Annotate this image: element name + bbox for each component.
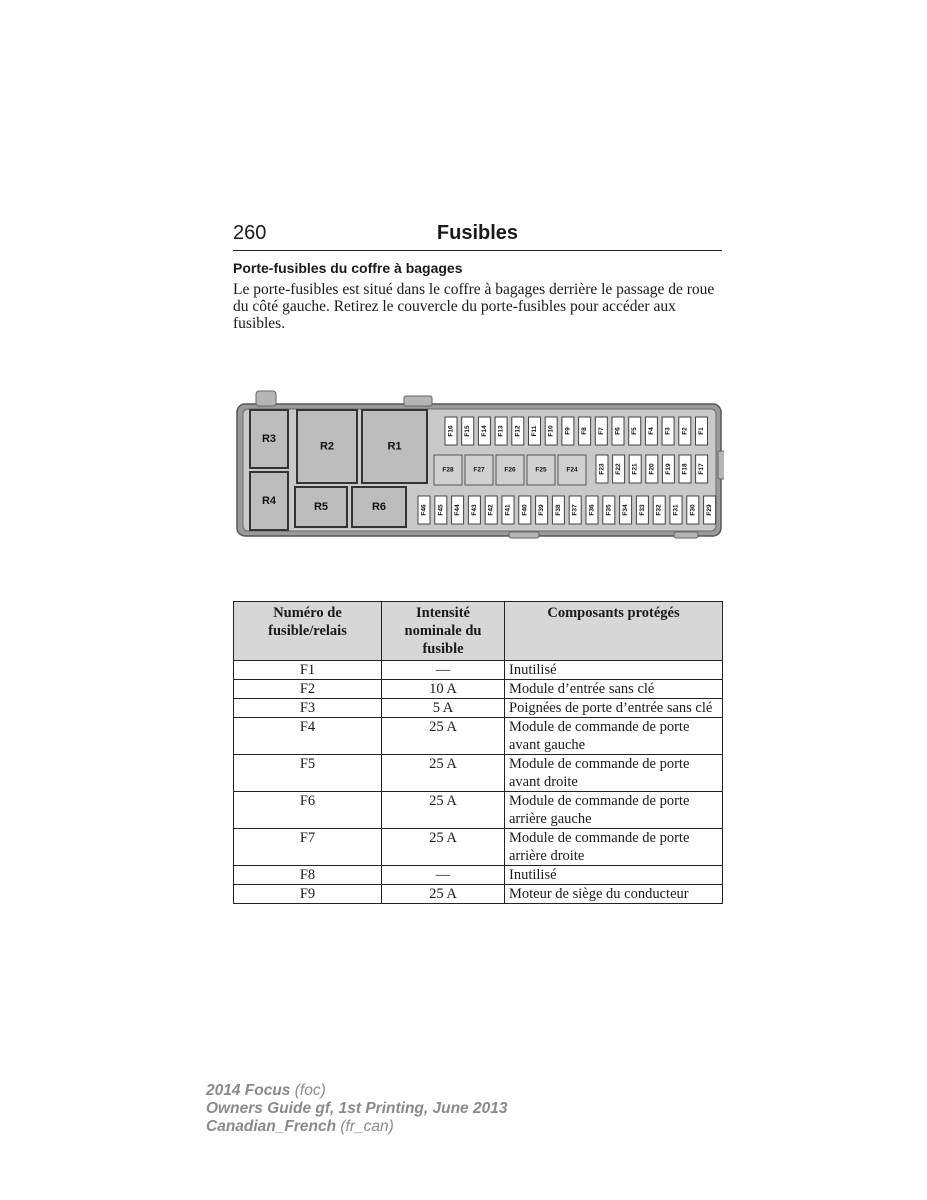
table-row <box>234 680 723 699</box>
footer-model-code: (foc) <box>290 1082 326 1099</box>
fuse-label: F13 <box>497 425 505 437</box>
fuse-label: F22 <box>615 463 623 475</box>
fuse-label: R5 <box>313 501 329 513</box>
fuse-label: F15 <box>464 425 472 437</box>
fuse-label: F43 <box>470 504 478 516</box>
table-row <box>234 829 723 866</box>
fuse-label: F12 <box>514 425 522 437</box>
desc-cell: Module de commande de porte arrière gauche <box>505 792 723 829</box>
fuse-cell: F1 <box>234 661 382 680</box>
fuse-table <box>233 601 723 904</box>
amp-cell: 25 A <box>382 792 505 829</box>
fuse-label: R2 <box>319 440 335 453</box>
table-row <box>234 699 723 718</box>
amp-cell: 25 A <box>382 718 505 755</box>
fuse-label: F40 <box>521 504 529 516</box>
housing-clip <box>674 532 698 538</box>
fuse-box-svg <box>234 386 724 546</box>
fuse-label: F21 <box>631 463 639 475</box>
table-row <box>234 792 723 829</box>
fuse-label: F16 <box>447 425 455 437</box>
fuse-label: F17 <box>698 463 706 475</box>
footer <box>206 1082 507 1136</box>
table-row <box>234 885 723 904</box>
footer-line-1 <box>206 1082 507 1100</box>
footer-line-2 <box>206 1100 507 1118</box>
fuse-cell: F8 <box>234 866 382 885</box>
footer-language: Canadian_French <box>206 1118 337 1135</box>
fuse-label: F36 <box>588 504 596 516</box>
table-header-row <box>234 602 723 661</box>
table-row <box>234 866 723 885</box>
fuse-label: F9 <box>564 427 572 435</box>
intro-paragraph: Le porte-fusibles est situé dans le coffre à bagages derrière le passage de roue du côté gauche. Retirez le couvercle du porte-fusibles pour accéder aux fusibles. <box>233 281 715 332</box>
fuse-label: R3 <box>261 433 277 445</box>
fuse-label: F4 <box>647 427 655 435</box>
fuse-label: R6 <box>371 501 387 513</box>
fuse-label: F35 <box>605 504 613 516</box>
page-header <box>233 222 722 251</box>
fuse-cell: F4 <box>234 718 382 755</box>
amp-cell: 25 A <box>382 755 505 792</box>
page-number: 260 <box>233 222 267 244</box>
fuse-label: F10 <box>547 425 555 437</box>
fuse-label: F39 <box>538 504 546 516</box>
table-row <box>234 718 723 755</box>
amp-cell: — <box>382 866 505 885</box>
fuse-label: F46 <box>420 504 428 516</box>
fuse-cell: F9 <box>234 885 382 904</box>
footer-line-3 <box>206 1118 507 1136</box>
table-row <box>234 755 723 792</box>
fuse-cell: F3 <box>234 699 382 718</box>
fuse-label: F6 <box>614 427 622 435</box>
fuse-label: F18 <box>681 463 689 475</box>
fuse-label: F24 <box>566 466 578 474</box>
fuse-label: F29 <box>706 504 714 516</box>
fuse-label: F31 <box>672 504 680 516</box>
amp-cell: 25 A <box>382 829 505 866</box>
header-rating: Intensité nominale du fusible <box>382 602 505 661</box>
table-row <box>234 661 723 680</box>
fuse-label: F8 <box>581 427 589 435</box>
fuse-label: F27 <box>473 466 485 474</box>
fuse-label: F45 <box>437 504 445 516</box>
fuse-cell: F2 <box>234 680 382 699</box>
amp-cell: 25 A <box>382 885 505 904</box>
fuse-label: R1 <box>387 440 402 453</box>
fuse-label: F23 <box>598 463 606 475</box>
fuse-label: F19 <box>664 463 672 475</box>
fuse-label: F7 <box>597 427 605 435</box>
fuse-label: F3 <box>664 427 672 435</box>
fuse-label: F1 <box>698 427 705 435</box>
footer-printing: Owners Guide gf, 1st Printing, June 2013 <box>206 1100 508 1117</box>
fuse-box-diagram <box>234 386 724 546</box>
housing-tab <box>256 391 276 406</box>
fuse-label: F38 <box>554 504 562 516</box>
section-heading: Porte-fusibles du coffre à bagages <box>233 260 463 276</box>
desc-cell: Module de commande de porte avant droite <box>505 755 723 792</box>
header-fuse-number: Numéro de fusible/relais <box>234 602 382 661</box>
fuse-label: F26 <box>504 466 516 474</box>
footer-language-code: (fr_can) <box>336 1118 394 1135</box>
fuse-label: F37 <box>571 504 579 516</box>
page-title: Fusibles <box>436 222 519 244</box>
fuse-label: F28 <box>442 466 454 474</box>
amp-cell: — <box>382 661 505 680</box>
desc-cell: Module de commande de porte arrière droite <box>505 829 723 866</box>
fuse-label: F20 <box>648 463 656 475</box>
fuse-label: F2 <box>681 427 689 435</box>
header-components: Composants protégés <box>505 602 723 661</box>
fuse-label: F30 <box>689 504 697 516</box>
fuse-label: F11 <box>531 425 538 437</box>
fuse-label: F32 <box>655 504 663 516</box>
fuse-label: R4 <box>261 495 277 507</box>
fuse-label: F44 <box>454 504 462 516</box>
amp-cell: 10 A <box>382 680 505 699</box>
footer-model: 2014 Focus <box>206 1082 291 1099</box>
fuse-cell: F7 <box>234 829 382 866</box>
desc-cell: Moteur de siège du conducteur <box>505 885 723 904</box>
housing-latch <box>718 451 724 479</box>
housing-tab <box>404 396 432 406</box>
desc-cell: Module d’entrée sans clé <box>505 680 723 699</box>
amp-cell: 5 A <box>382 699 505 718</box>
fuse-label: F34 <box>622 504 630 516</box>
fuse-label: F14 <box>480 425 488 437</box>
fuse-label: F33 <box>638 504 646 516</box>
desc-cell: Module de commande de porte avant gauche <box>505 718 723 755</box>
desc-cell: Poignées de porte d’entrée sans clé <box>505 699 723 718</box>
desc-cell: Inutilisé <box>505 661 723 680</box>
fuse-cell: F6 <box>234 792 382 829</box>
fuse-label: F25 <box>535 466 547 474</box>
housing-clip <box>509 532 539 538</box>
fuse-label: F41 <box>504 504 512 516</box>
fuse-label: F5 <box>631 427 639 435</box>
fuse-label: F42 <box>487 504 495 516</box>
desc-cell: Inutilisé <box>505 866 723 885</box>
fuse-cell: F5 <box>234 755 382 792</box>
